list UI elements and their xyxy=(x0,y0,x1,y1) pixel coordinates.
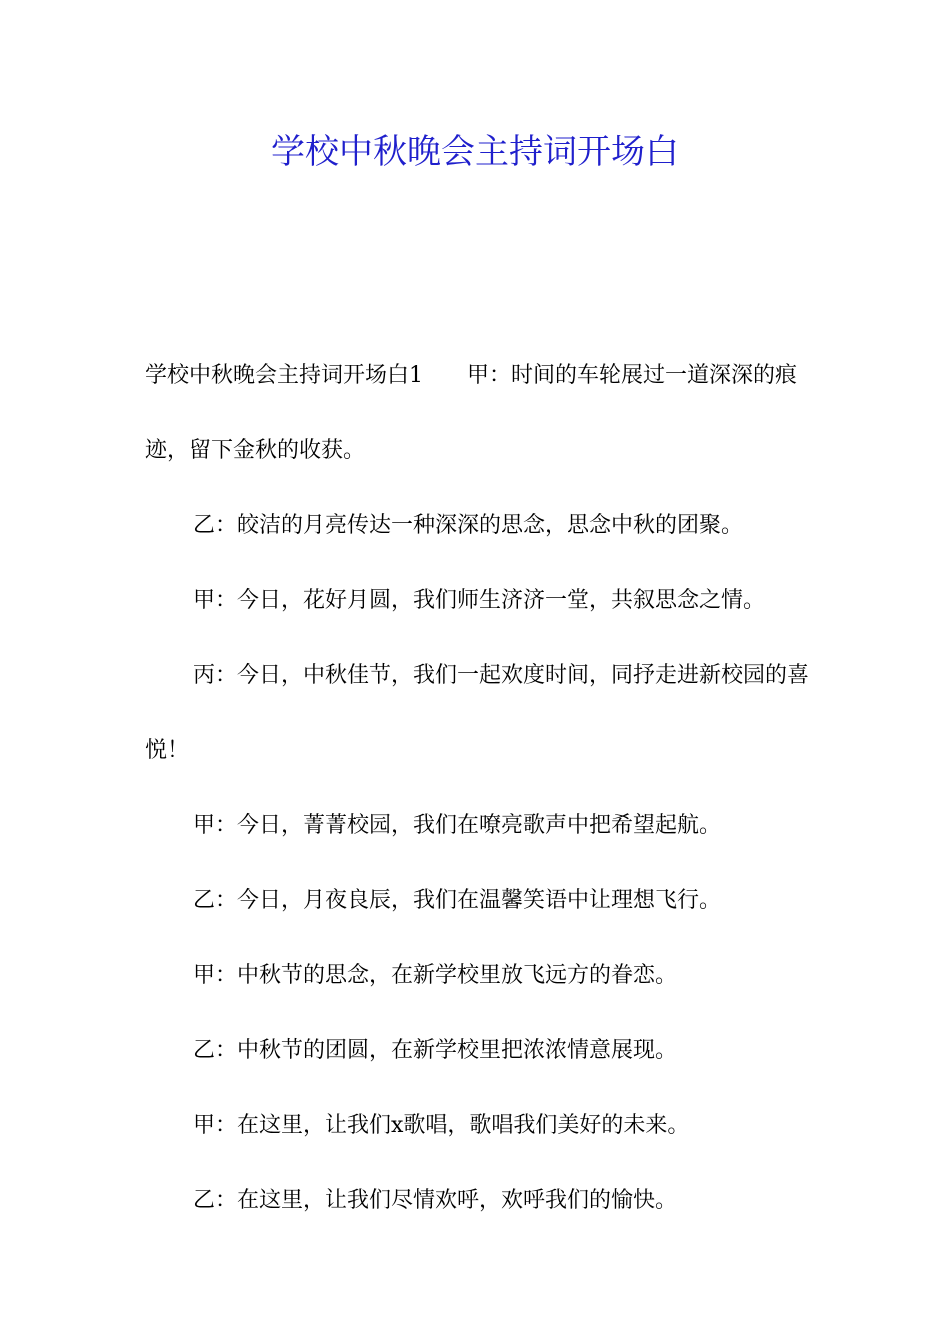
paragraph-3: 甲：今日，花好月圆，我们师生济济一堂，共叙思念之情。 xyxy=(193,588,766,613)
paragraph-4: 丙：今日，中秋佳节，我们一起欢度时间，同抒走进新校园的喜悦！ xyxy=(145,663,810,763)
paragraph-10: 乙：在这里，让我们尽情欢呼，欢呼我们的愉快。 xyxy=(193,1188,678,1213)
paragraph-1: 学校中秋晚会主持词开场白1 甲：时间的车轮展过一道深深的痕迹，留下金秋的收获。 xyxy=(145,363,797,463)
document-body xyxy=(145,338,810,1238)
paragraph-7: 甲：中秋节的思念，在新学校里放飞远方的眷恋。 xyxy=(193,963,678,988)
paragraph-6: 乙：今日，月夜良辰，我们在温馨笑语中让理想飞行。 xyxy=(193,888,722,913)
paragraph-2: 乙：皎洁的月亮传达一种深深的思念，思念中秋的团聚。 xyxy=(193,513,744,538)
paragraph-8: 乙：中秋节的团圆，在新学校里把浓浓情意展现。 xyxy=(193,1038,678,1063)
document-title: 学校中秋晚会主持词开场白 xyxy=(271,132,679,172)
paragraph-5: 甲：今日，菁菁校园，我们在嘹亮歌声中把希望起航。 xyxy=(193,813,722,838)
paragraph-9: 甲：在这里，让我们x歌唱，歌唱我们美好的未来。 xyxy=(193,1113,690,1138)
